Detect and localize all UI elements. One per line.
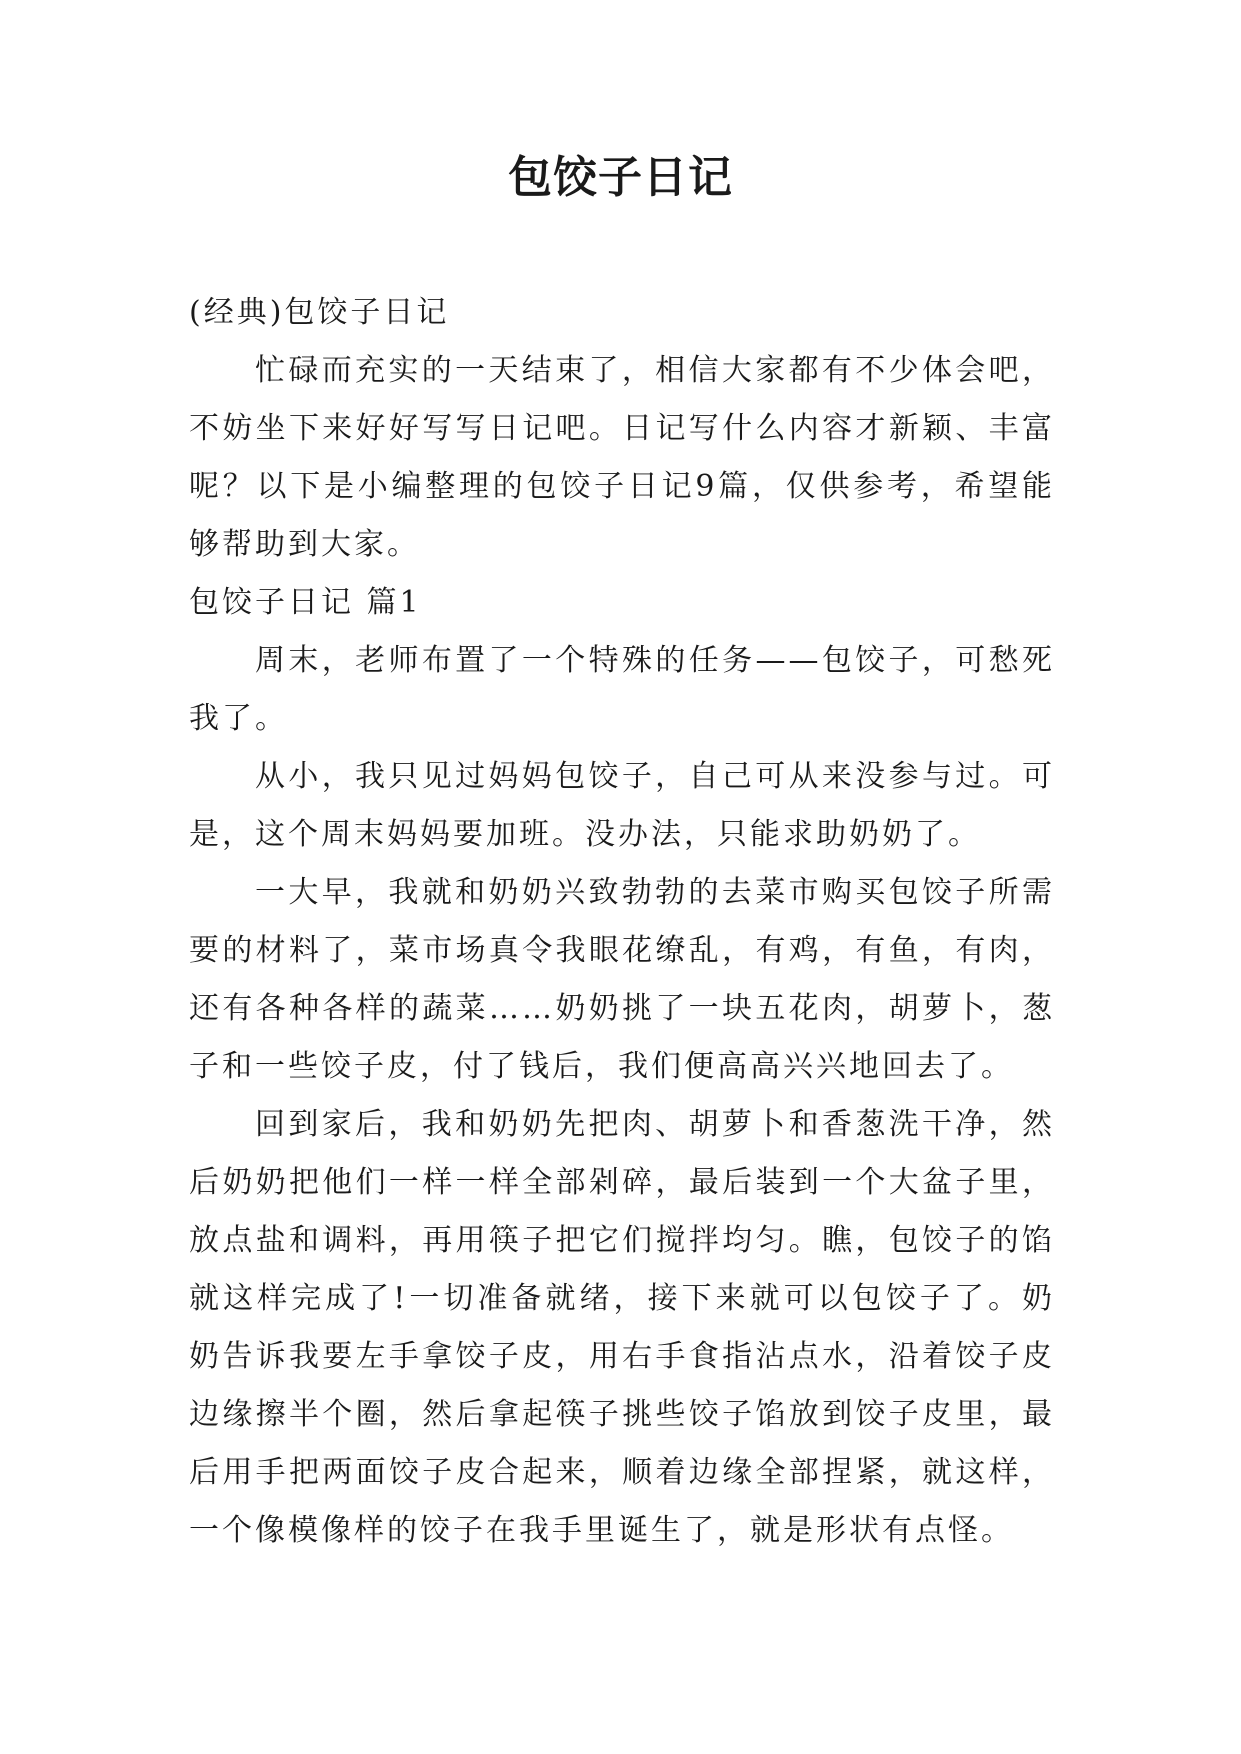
intro-paragraph: 忙碌而充实的一天结束了，相信大家都有不少体会吧，不妨坐下来好好写写日记吧。日记写什么内容才新颖、丰富呢？以下是小编整理的包饺子日记9篇，仅供参考，希望能够帮助到大家。 [189,353,1055,562]
body-paragraph: 一大早，我就和奶奶兴致勃勃的去菜市购买包饺子所需要的材料了，菜市场真令我眼花缭乱，有鸡，有鱼，有肉，还有各种各样的蔬菜……奶奶挑了一块五花肉，胡萝卜，葱子和一些饺子皮，付了钱后，我们便高高兴兴地回去了。 [189,875,1055,1084]
body-paragraph: 周末，老师布置了一个特殊的任务——包饺子，可愁死我了。 [189,643,1055,736]
body-paragraph: 回到家后，我和奶奶先把肉、胡萝卜和香葱洗干净，然后奶奶把他们一样一样全部剁碎，最后装到一个大盆子里，放点盐和调料，再用筷子把它们搅拌均匀。瞧，包饺子的馅就这样完成了!一切准备就绪，接下来就可以包饺子了。奶奶告诉我要左手拿饺子皮，用右手食指沾点水，沿着饺子皮边缘擦半个圈，然后拿起筷子挑些饺子馅放到饺子皮里，最后用手把两面饺子皮合起来，顺着边缘全部捏紧，就这样，一个像模像样的饺子在我手里诞生了，就是形状有点怪。 [189,1107,1055,1548]
section-heading: 包饺子日记 篇1 [189,585,422,620]
document-title: 包饺子日记 [508,152,733,203]
document-subtitle: (经典)包饺子日记 [189,295,450,330]
body-paragraph: 从小，我只见过妈妈包饺子，自己可从来没参与过。可是，这个周末妈妈要加班。没办法，只能求助奶奶了。 [189,759,1055,852]
document-body [189,284,1055,1560]
